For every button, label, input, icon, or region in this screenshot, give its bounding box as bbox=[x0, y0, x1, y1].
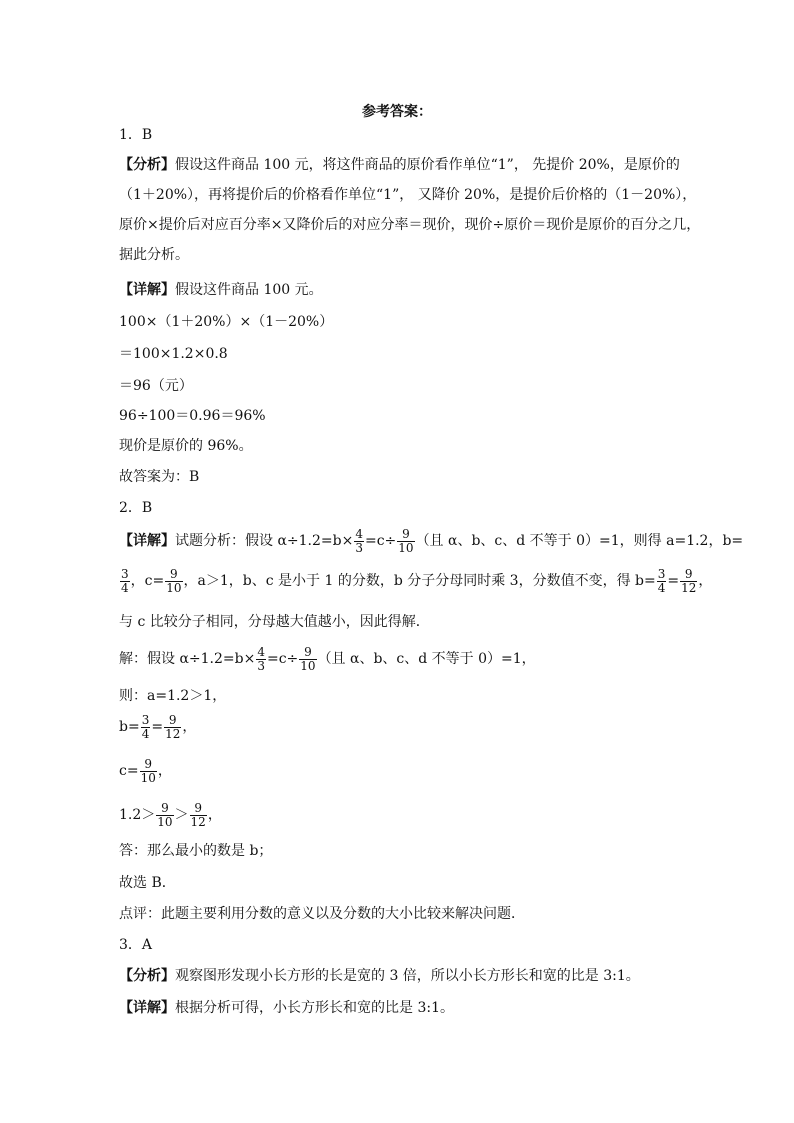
fraction-3-4: $\frac{3}{4}$ bbox=[121, 566, 129, 595]
analysis-tag: 【分析】 bbox=[119, 968, 175, 984]
fraction-9-10: $\frac{9}{10}$ bbox=[166, 566, 182, 595]
fraction-9-10: $\frac{9}{10}$ bbox=[157, 800, 173, 829]
fraction-9-12: $\frac{9}{12}$ bbox=[681, 566, 697, 595]
fraction-3-4: $\frac{3}{4}$ bbox=[657, 566, 666, 595]
fraction-9-10: $\frac{9}{10}$ bbox=[300, 644, 316, 673]
q1-calc-1: 100×（1＋20%）×（1－20%） bbox=[119, 314, 334, 330]
q2-solution-line-5: 1.2＞ $\frac{9}{10}$ ＞ $\frac{9}{12}$ ， bbox=[119, 800, 222, 829]
q2-solution-line-1: 解：假设 α÷1.2=b× $\frac{4}{3}$ =c÷ $\frac{9}{10}$ （且 α、b、c、d 不等于 0）=1， bbox=[119, 644, 536, 673]
fraction-4-3: $\frac{4}{3}$ bbox=[355, 526, 363, 555]
q1-analysis-line-1: 【分析】假设这件商品 100 元，将这件商品的原价看作单位“1”， 先提价 20%，是原价的 bbox=[119, 157, 680, 173]
q2-detail-line-2: $\frac{3}{4}$ ，c= $\frac{9}{10}$ ，a＞1，b、c 是小于 1 的分数，b 分子分母同时乘 3，分数值不变，得 b= $\frac{3}{4}$ = $\frac{9}{12}$ ， bbox=[121, 566, 713, 595]
q3-header: 3．A bbox=[119, 937, 153, 953]
q1-calc-3: ＝96（元） bbox=[119, 378, 193, 394]
q2-answer-statement: 答：那么最小的数是 b； bbox=[119, 843, 273, 859]
q2-detail-line-1: 【详解】试题分析：假设 α÷1.2=b× $\frac{4}{3}$ =c÷ $\frac{9}{10}$ （且 α、b、c、d 不等于 0）=1，则得 a=1.2，b= bbox=[119, 526, 744, 555]
q2-solution-line-2: 则：a=1.2＞1， bbox=[119, 688, 227, 704]
q2-solution-line-3: b= $\frac{3}{4}$ = $\frac{9}{12}$ ， bbox=[119, 712, 197, 741]
q3-analysis: 【分析】观察图形发现小长方形的长是宽的 3 倍，所以小长方形长和宽的比是 3:1。 bbox=[119, 968, 640, 984]
detail-tag: 【详解】 bbox=[119, 1000, 175, 1016]
fraction-9-10: $\frac{9}{10}$ bbox=[398, 526, 414, 555]
analysis-tag: 【分析】 bbox=[119, 157, 175, 173]
fraction-9-12: $\frac{9}{12}$ bbox=[165, 712, 181, 741]
q2-solution-line-4: c= $\frac{9}{10}$ ， bbox=[119, 756, 172, 785]
q2-answer: 故选 B． bbox=[119, 875, 176, 891]
q2-header: 2．B bbox=[119, 500, 153, 516]
q2-detail-line-3: 与 c 比较分子相同，分母越大值越小，因此得解． bbox=[119, 614, 430, 630]
detail-tag: 【详解】 bbox=[119, 533, 175, 549]
fraction-9-10: $\frac{9}{10}$ bbox=[140, 756, 156, 785]
detail-tag: 【详解】 bbox=[119, 282, 175, 298]
fraction-3-4: $\frac{3}{4}$ bbox=[141, 712, 150, 741]
q1-answer: 故答案为：B bbox=[119, 469, 200, 485]
q3-detail: 【详解】根据分析可得，小长方形长和宽的比是 3:1。 bbox=[119, 1000, 454, 1016]
q1-calc-4: 96÷100＝0.96＝96% bbox=[119, 408, 266, 424]
page-title: 参考答案： bbox=[362, 104, 432, 120]
q2-comment: 点评：此题主要利用分数的意义以及分数的大小比较来解决问题． bbox=[119, 906, 525, 922]
q1-detail-line-1: 【详解】假设这件商品 100 元。 bbox=[119, 282, 323, 298]
q1-analysis-line-3: 原价×提价后对应百分率×又降价后的对应分率＝现价，现价÷原价＝现价是原价的百分之几， bbox=[119, 217, 701, 233]
q1-conclusion: 现价是原价的 96%。 bbox=[119, 438, 253, 454]
q1-calc-2: ＝100×1.2×0.8 bbox=[119, 346, 228, 362]
q1-analysis-line-4: 据此分析。 bbox=[119, 247, 189, 263]
fraction-9-12: $\frac{9}{12}$ bbox=[190, 800, 206, 829]
fraction-4-3: $\frac{4}{3}$ bbox=[257, 644, 265, 673]
q1-analysis-line-2: （1＋20%），再将提价后的价格看作单位“1”， 又降价 20%，是提价后价格的（1－20%）， bbox=[119, 187, 697, 203]
q1-header: 1．B bbox=[119, 127, 153, 143]
